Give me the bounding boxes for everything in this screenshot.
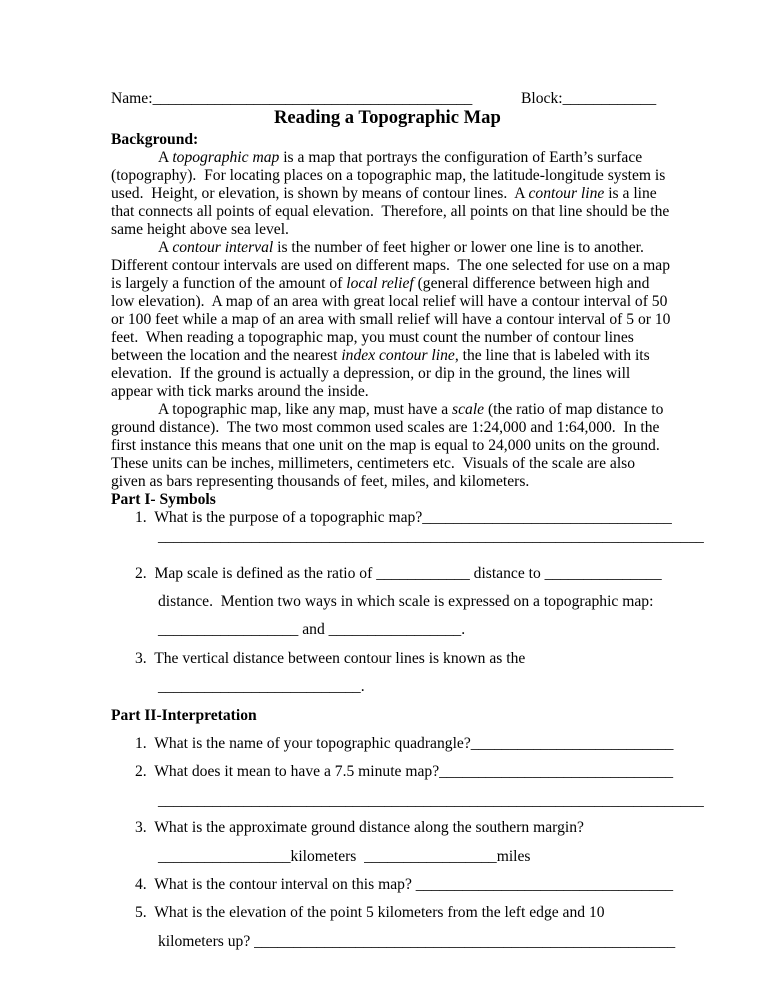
part2-question-4: 4. What is the contour interval on this map? _________________________________ <box>135 876 674 893</box>
background-line-18: These units can be inches, millimeters, centimeters etc. Visuals of the scale are also <box>111 455 636 472</box>
background-line-16: ground distance). The two most common used scales are 1:24,000 and 1:64,000. In the <box>111 419 660 436</box>
background-line-14: appear with tick marks around the inside. <box>111 383 369 400</box>
block-field-label: Block:____________ <box>521 90 657 107</box>
part2-answer-line-2[interactable]: ______________________________________________________________________ <box>158 792 704 809</box>
name-field-label: Name:_________________________________________ <box>111 90 473 107</box>
part2-answer-line-3[interactable]: _________________kilometers _________________miles <box>158 848 531 865</box>
part2-question-1: 1. What is the name of your topographic quadrangle?__________________________ <box>135 735 674 752</box>
background-line-8: is largely a function of the amount of local relief (general difference between high and <box>111 275 650 292</box>
background-line-2: (topography). For locating places on a topographic map, the latitude-longitude system is <box>111 167 666 184</box>
background-line-7: Different contour intervals are used on different maps. The one selected for use on a map <box>111 257 671 274</box>
part1-answer-line-3[interactable]: __________________________. <box>158 678 365 695</box>
background-line-17: first instance this means that one unit on the map is equal to 24,000 units on the ground. <box>111 437 660 454</box>
part2-question-5: 5. What is the elevation of the point 5 kilometers from the left edge and 10 <box>135 904 605 921</box>
part1-answer-line-1[interactable]: ______________________________________________________________________ <box>158 528 704 545</box>
background-line-4: that connects all points of equal elevation. Therefore, all points on that line should be the <box>111 203 670 220</box>
background-line-6: A contour interval is the number of feet higher or lower one line is to another. <box>158 239 644 256</box>
background-line-19: given as bars representing thousands of feet, miles, and kilometers. <box>111 473 530 490</box>
part1-question-2: 2. Map scale is defined as the ratio of ____________ distance to _______________ <box>135 565 662 582</box>
part2-heading: Part II-Interpretation <box>111 707 257 724</box>
background-line-10: or 100 feet while a map of an area with small relief will have a contour interval of 5 or 10 <box>111 311 671 328</box>
background-line-15: A topographic map, like any map, must have a scale (the ratio of map distance to <box>158 401 664 418</box>
background-line-1: A topographic map is a map that portrays the configuration of Earth’s surface <box>158 149 643 166</box>
background-line-13: elevation. If the ground is actually a depression, or dip in the ground, the lines will <box>111 365 631 382</box>
part2-question-5-cont: kilometers up? ______________________________________________________ <box>158 933 676 950</box>
background-heading: Background: <box>111 131 199 148</box>
part2-question-2: 2. What does it mean to have a 7.5 minute map?______________________________ <box>135 763 674 780</box>
page-title: Reading a Topographic Map <box>274 107 501 128</box>
background-line-12: between the location and the nearest index contour line, the line that is labeled with its <box>111 347 650 364</box>
part1-answer-line-2[interactable]: __________________ and _________________. <box>158 621 466 638</box>
background-line-11: feet. When reading a topographic map, you must count the number of contour lines <box>111 329 634 346</box>
part2-question-3: 3. What is the approximate ground distance along the southern margin? <box>135 819 584 836</box>
background-line-9: low elevation). A map of an area with great local relief will have a contour interval of 50 <box>111 293 668 310</box>
part1-question-1: 1. What is the purpose of a topographic map?________________________________ <box>135 509 672 526</box>
background-line-3: used. Height, or elevation, is shown by means of contour lines. A contour line is a line <box>111 185 657 202</box>
part1-question-2-cont: distance. Mention two ways in which scale is expressed on a topographic map: <box>158 593 654 610</box>
part1-heading: Part I- Symbols <box>111 491 216 508</box>
background-line-5: same height above sea level. <box>111 221 289 238</box>
part1-question-3: 3. The vertical distance between contour lines is known as the <box>135 650 526 667</box>
